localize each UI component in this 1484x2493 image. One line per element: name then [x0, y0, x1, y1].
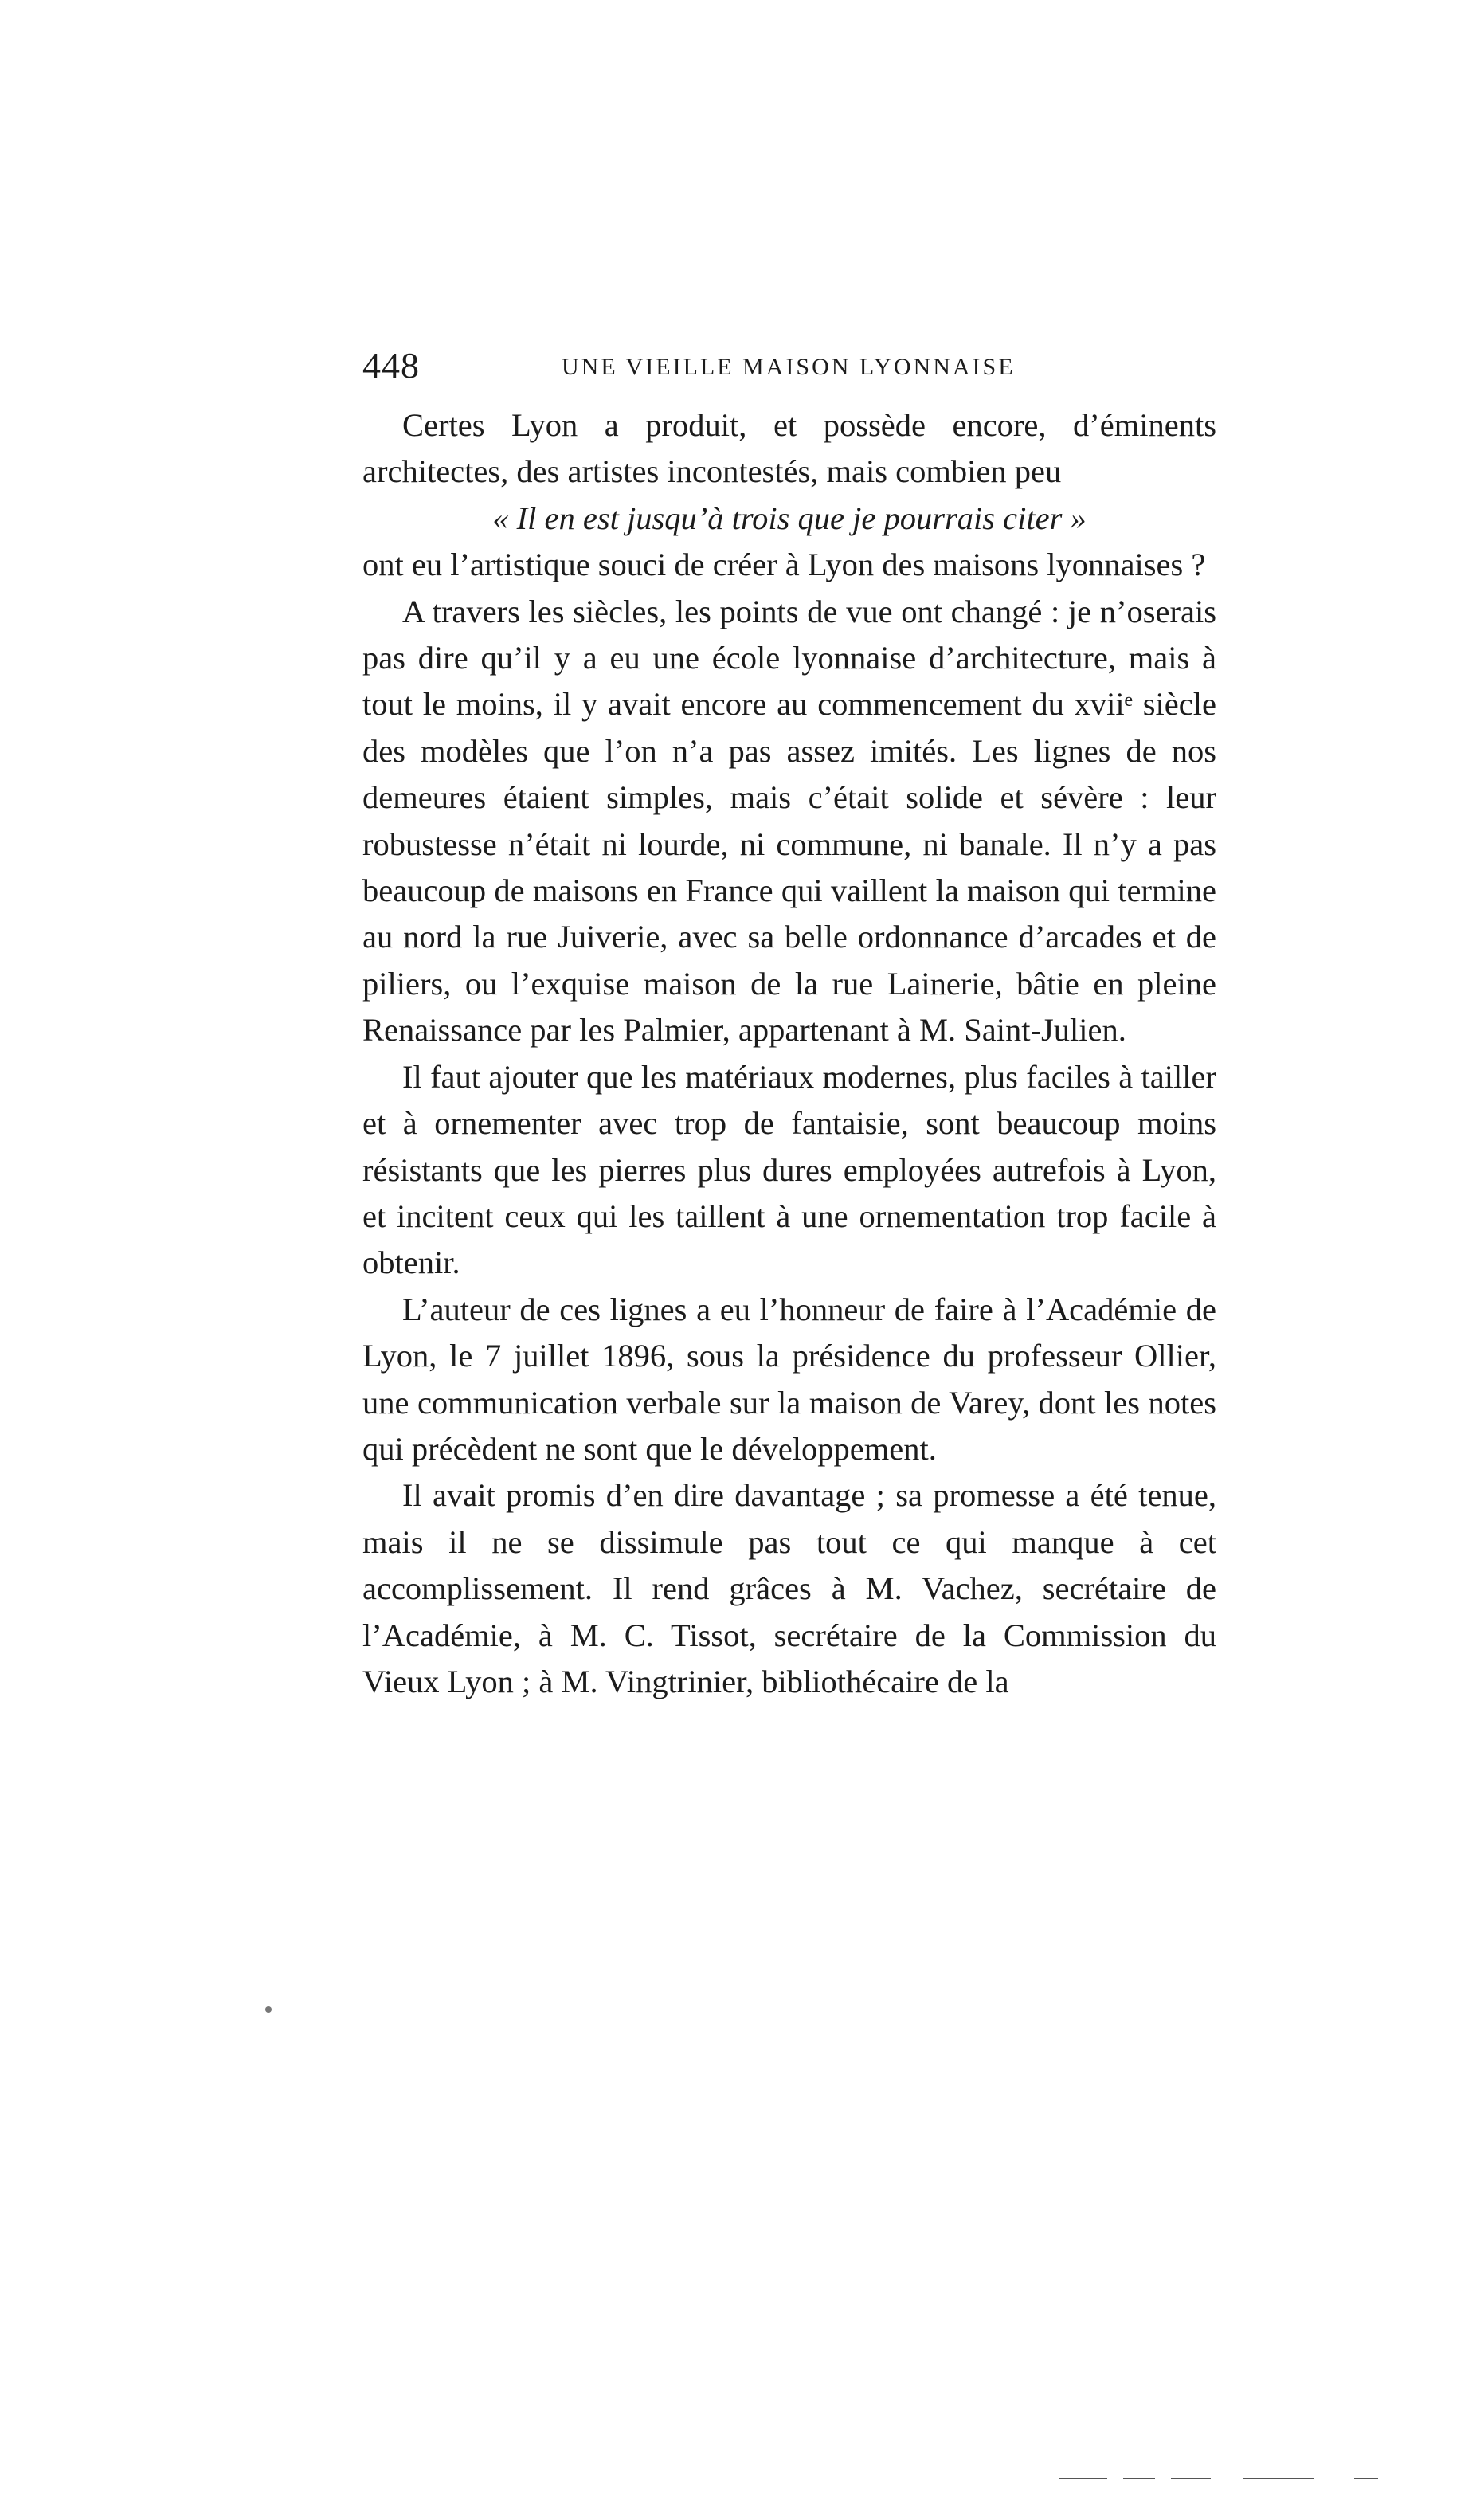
scan-dash-4 — [1243, 2478, 1314, 2479]
page-number: 448 — [362, 345, 420, 386]
body-text — [362, 402, 1216, 1705]
paragraph-1: Certes Lyon a produit, et possède encore, d’éminents architectes, des artistes incontestés, mais combien peu — [362, 407, 1216, 490]
paragraph-3: A travers les siècles, les points de vue ont changé : je n’oserais pas dire qu’il y a eu une école lyonnaise d’architecture, mais à tout le moins, il y avait encore au commencement du xviiᵉ siècle des modèles que l’on n’a pas assez imités. Les lignes de nos demeures étaient simples, mais c’était solide et sévère : leur robustesse n’était ni lourde, ni commune, ni banale. Il n’y a pas beaucoup de maisons en France qui vaillent la maison qui termine au nord la rue Juiverie, avec sa belle ordonnance d’arcades et de piliers, ou l’exquise maison de la rue Lainerie, bâtie en pleine Renaissance par les Palmier, appartenant à M. Saint-Julien. — [362, 593, 1216, 1049]
scan-dash-3 — [1171, 2478, 1211, 2479]
paragraph-4: Il faut ajouter que les matériaux modernes, plus faciles à tailler et à ornementer avec trop de fantaisie, sont beaucoup moins résistants que les pierres plus dures employées autrefois à Lyon, et incitent ceux qui les taillent à une ornementation trop facile à obtenir. — [362, 1058, 1216, 1281]
scan-dash-1 — [1059, 2478, 1107, 2479]
quotation: « Il en est jusqu’à trois que je pourrais citer » — [492, 500, 1087, 536]
paragraph-5: L’auteur de ces lignes a eu l’honneur de faire à l’Académie de Lyon, le 7 juillet 1896, sous la présidence du professeur Ollier, une communication verbale sur la maison de Varey, dont les notes qui précèdent ne sont que le développement. — [362, 1291, 1216, 1467]
paragraph-6: Il avait promis d’en dire davantage ; sa promesse a été tenue, mais il ne se dissimule pas tout ce qui manque à cet accomplissement. Il rend grâces à M. Vachez, secrétaire de l’Académie, à M. C. Tissot, secrétaire de la Commission du Vieux Lyon ; à M. Vingtrinier, bibliothécaire de la — [362, 1477, 1216, 1699]
page-header — [362, 344, 1223, 392]
paragraph-2-continuation: ont eu l’artistique souci de créer à Lyon des maisons lyonnaises ? — [362, 547, 1206, 583]
ink-speck — [265, 2006, 272, 2013]
scan-dash-5 — [1354, 2478, 1378, 2479]
running-title: UNE VIEILLE MAISON LYONNAISE — [562, 354, 1016, 380]
scan-dash-2 — [1123, 2478, 1155, 2479]
